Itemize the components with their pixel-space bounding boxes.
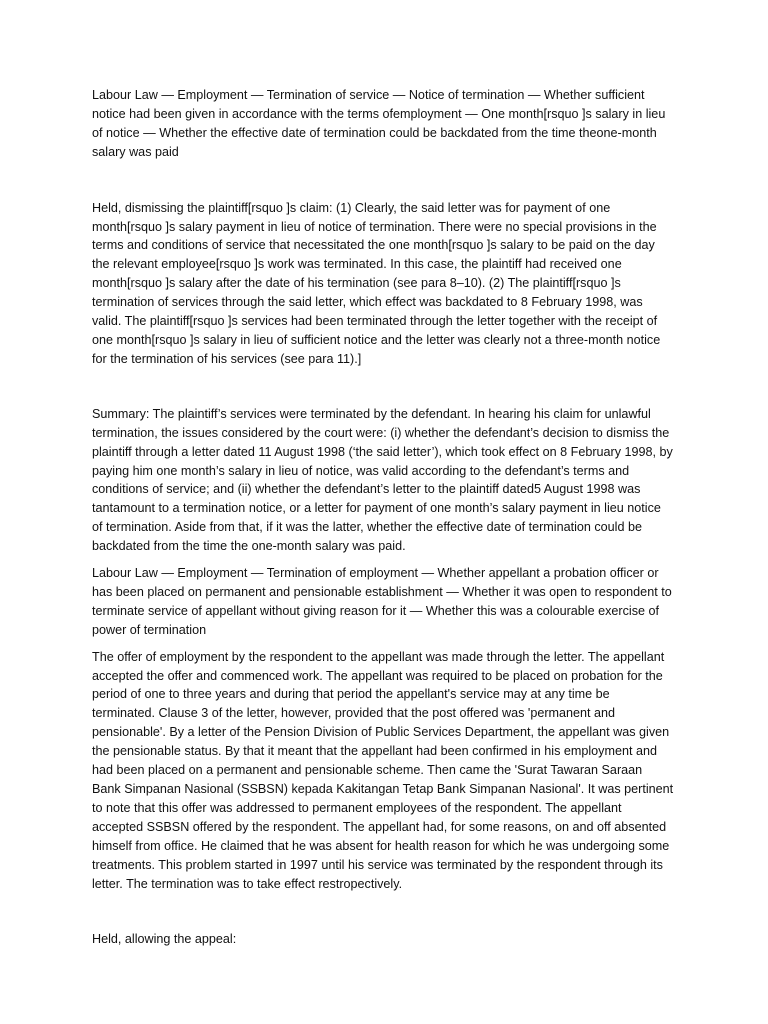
document-page (92, 86, 674, 949)
held-paragraph-2: Held, allowing the appeal: (92, 932, 237, 947)
held-paragraph-1: Held, dismissing the plaintiff[rsquo ]s claim: (1) Clearly, the said letter was for payment of one month[rsquo ]s salary payment in lieu of notice of termination. There were no special provisions in the terms and conditions of service that necessitated the one month[rsquo ]s salary to be paid on the day the relevant employee[rsquo ]s work was terminated. In this case, the plaintiff had received one month[rsquo ]s salary after the date of his termination (see para 8–10). (2) The plaintiff[rsquo ]s termination of services through the said letter, which effect was backdated to 8 February 1998, was valid. The plaintiff[rsquo ]s services had been terminated through the letter together with the receipt of one month[rsquo ]s salary in lieu of sufficient notice and the letter was clearly not a three-month notice for the termination of his services (see para 11).] (92, 200, 661, 366)
catchwords-paragraph-2: Labour Law — Employment — Termination of employment — Whether appellant a probation officer or has been placed on permanent and pensionable establishment — Whether it was open to respondent to terminate service of appellant without giving reason for it — Whether this was a colourable exercise of power of termination (92, 566, 672, 637)
summary-paragraph: Summary: The plaintiff’s services were terminated by the defendant. In hearing his claim for unlawful termination, the issues considered by the court were: (i) whether the defendant’s decision to dismiss the plaintiff through a letter dated 11 August 1998 (‘the said letter’), which took effect on 8 February 1998, by paying him one month’s salary in lieu of notice, was valid according to the defendant’s terms and conditions of service; and (ii) whether the defendant’s letter to the plaintiff dated5 August 1998 was tantamount to a termination notice, or a letter for payment of one month’s salary payment in lieu notice of termination. Aside from that, if it was the latter, whether the effective date of termination could be backdated from the time the one-month salary was paid. (92, 406, 673, 554)
facts-paragraph: The offer of employment by the respondent to the appellant was made through the letter. The appellant accepted the offer and commenced work. The appellant was required to be placed on probation for the period of one to three years and during that period the appellant's service may at any time be terminated. Clause 3 of the letter, however, provided that the post offered was 'permanent and pensionable'. By a letter of the Pension Division of Public Services Department, the appellant was given the pensionable status. By that it meant that the appellant had been confirmed in his employment and had been placed on a permanent and pensionable scheme. Then came the 'Surat Tawaran Saraan Bank Simpanan Nasional (SSBSN) kepada Kakitangan Tetap Bank Simpanan Nasional'. It was pertinent to note that this offer was addressed to permanent employees of the respondent. The appellant accepted SSBSN offered by the respondent. The appellant had, for some reasons, on and off absented himself from office. He claimed that he was absent for health reason for which he was undergoing some treatments. This problem started in 1997 until his service was terminated by the respondent through its letter. The termination was to take effect restropectively. (92, 649, 674, 891)
catchwords-paragraph-1: Labour Law — Employment — Termination of service — Notice of termination — Whether sufficient notice had been given in accordance with the terms ofemployment — One month[rsquo ]s salary in lieu of notice — Whether the effective date of termination could be backdated from the time theone-month salary was paid (92, 88, 666, 159)
